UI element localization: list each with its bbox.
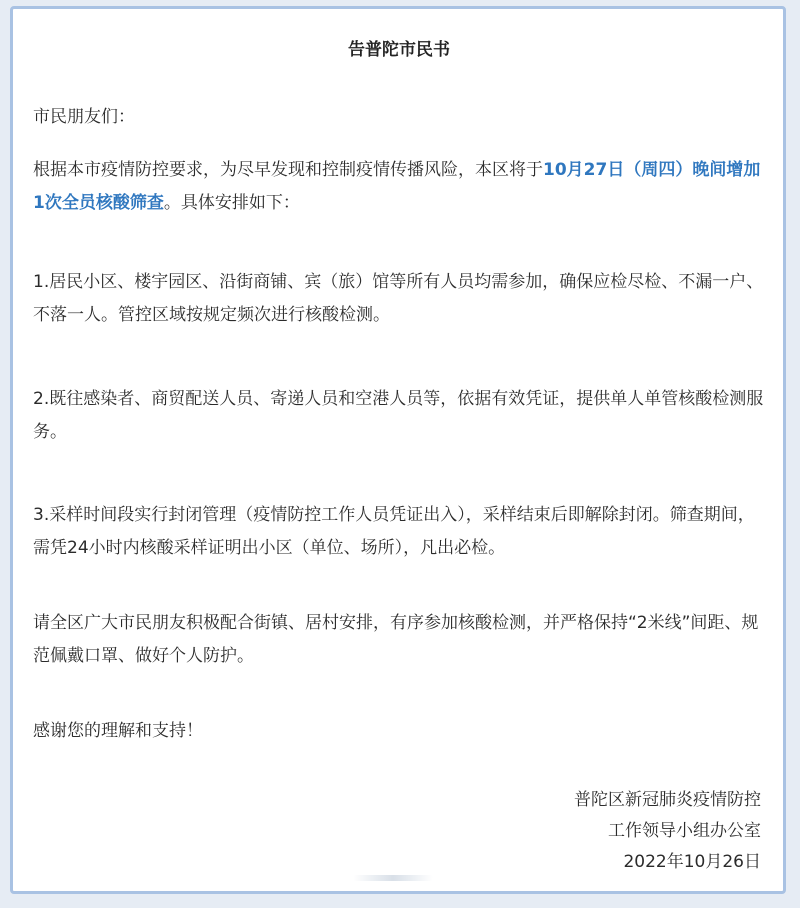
thanks-text: 感谢您的理解和支持！ [33, 721, 203, 741]
signature-block [574, 785, 761, 878]
signature-date: 2022年10月26日 [623, 852, 761, 872]
intro-highlight-text: 10月27日（周四）晚间增加1次全员核酸筛查 [33, 160, 761, 213]
notice-title: 告普陀市民书 [348, 40, 450, 60]
notice-content [33, 9, 765, 891]
signature-org-line-1: 普陀区新冠肺炎疫情防控 [574, 790, 761, 810]
intro-text-after: 。具体安排如下： [163, 193, 300, 213]
watermark-mark [353, 875, 433, 881]
arrangement-item-3: 3.采样时间段实行封闭管理（疫情防控工作人员凭证出入），采样结束后即解除封闭。筛查期间，需凭24小时内核酸采样证明出小区（单位、场所），凡出必检。 [33, 505, 755, 558]
appeal-paragraph: 请全区广大市民朋友积极配合街镇、居村安排，有序参加核酸检测，并严格保持“2米线”间距、规范佩戴口罩、做好个人防护。 [33, 613, 759, 666]
notice-document [10, 6, 786, 894]
arrangement-item-2: 2.既往感染者、商贸配送人员、寄递人员和空港人员等，依据有效凭证，提供单人单管核酸检测服务。 [33, 389, 764, 442]
greeting-text: 市民朋友们： [33, 107, 135, 127]
arrangement-item-1: 1.居民小区、楼宇园区、沿街商铺、宾（旅）馆等所有人员均需参加，确保应检尽检、不漏一户、不落一人。管控区域按规定频次进行核酸检测。 [33, 272, 764, 325]
intro-text-before: 根据本市疫情防控要求，为尽早发现和控制疫情传播风险，本区将于 [33, 160, 543, 180]
signature-org-line-2: 工作领导小组办公室 [608, 821, 761, 841]
intro-paragraph [33, 154, 765, 220]
